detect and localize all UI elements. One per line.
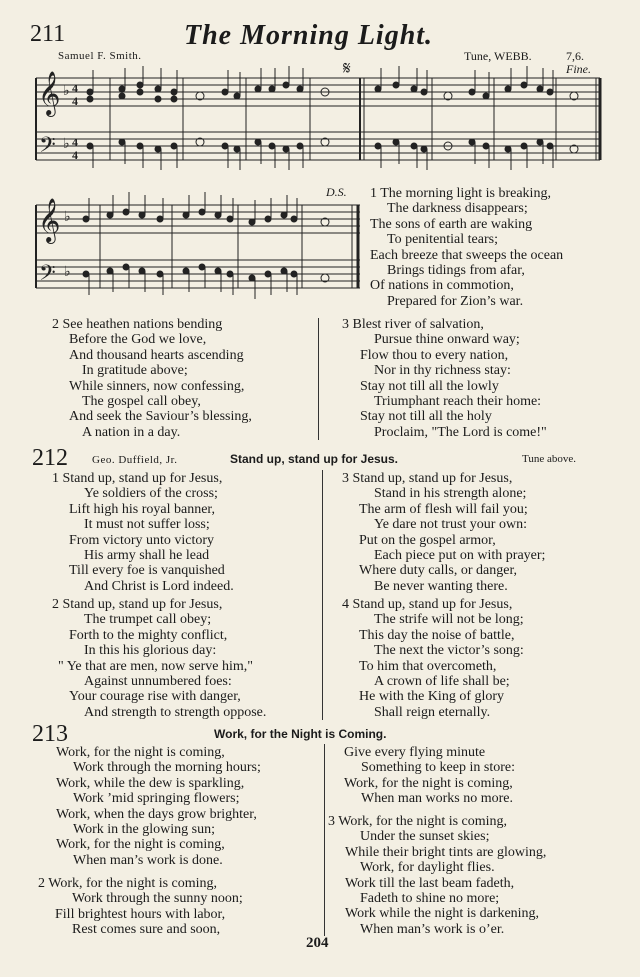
verse-line: Stay not till all the holy	[360, 409, 492, 425]
verse-line: The trumpet call obey;	[84, 612, 212, 628]
notes-2	[83, 209, 330, 283]
verse-line: The strife will not be long;	[374, 612, 524, 628]
verse-line: " Ye that are men, now serve him,"	[58, 658, 253, 674]
verse-line: Give every flying minute	[344, 745, 486, 760]
verse-line: When man’s work is o’er.	[360, 921, 505, 937]
column-divider	[324, 744, 325, 936]
verse-line: Be never wanting there.	[374, 578, 508, 594]
verse-line: Pursue thine onward way;	[374, 332, 520, 348]
hymn-number-211: 211	[30, 21, 66, 47]
verse-line: Your courage rise with danger,	[69, 689, 241, 705]
flat-icon: ♭	[64, 265, 71, 280]
verse-line: Something to keep in store:	[361, 760, 515, 776]
verse-line: Stand in his strength alone;	[374, 486, 527, 502]
hymn-tune-212: Tune above.	[522, 453, 576, 465]
svg-text:4: 4	[72, 81, 78, 95]
segno-icon: 𝄋	[343, 58, 351, 78]
verse-line: Against unnumbered foes:	[84, 674, 232, 690]
verse-line: 2 Stand up, stand up for Jesus,	[52, 597, 223, 612]
verse-line: Work, for the night is coming,	[56, 745, 225, 760]
verse-line: 1 Stand up, stand up for Jesus,	[52, 471, 223, 486]
verse-line: This day the noise of battle,	[359, 627, 515, 643]
verse-line: The arm of flesh will fail you;	[359, 501, 528, 517]
stems-2	[89, 192, 297, 299]
verse-line: Brings tidings from afar,	[387, 263, 525, 279]
verse-line: 2 See heathen nations bending	[52, 317, 223, 332]
verse-line: The next the victor’s song:	[374, 643, 524, 659]
verse-line: 4 Stand up, stand up for Jesus,	[342, 597, 513, 612]
hymn-212-verse-3	[342, 471, 545, 594]
verse-line: Put on the gospel armor,	[359, 532, 496, 548]
svg-text:4: 4	[72, 148, 78, 162]
verse-line: A crown of life shall be;	[374, 674, 510, 690]
verse-line: Prepared for Zion’s war.	[387, 293, 524, 309]
verse-line: He with the King of glory	[359, 689, 505, 705]
flat-icon: ♭	[63, 137, 70, 152]
bass-clef-icon: 𝄢	[39, 133, 56, 162]
clefs-2	[38, 199, 71, 290]
hymn-213-verse-3	[328, 814, 546, 937]
verse-line: The darkness disappears;	[387, 201, 528, 217]
verse-line: Proclaim, "The Lord is come!"	[374, 424, 547, 440]
verse-line: From victory unto victory	[69, 532, 215, 548]
verse-line: Forth to the mighty conflict,	[69, 627, 228, 643]
ds-marking: D.S.	[326, 185, 347, 199]
hymn-title-213: Work, for the Night is Coming.	[214, 727, 387, 741]
verse-line: The sons of earth are waking	[370, 216, 533, 232]
verse-line: And thousand hearts ascending	[69, 347, 244, 363]
verse-line: And Christ is Lord indeed.	[84, 578, 234, 594]
verse-line: While their bright tints are glowing,	[345, 844, 547, 860]
hymn-title-212: Stand up, stand up for Jesus.	[230, 452, 399, 466]
hymn-211-verse-3	[342, 317, 547, 440]
stems-1	[93, 66, 553, 170]
verse-line: Each breeze that sweeps the ocean	[370, 247, 564, 263]
verse-line: Of nations in commotion,	[370, 278, 514, 294]
page-number: 204	[306, 935, 329, 951]
hymn-author-211: Samuel F. Smith.	[58, 50, 142, 62]
verse-line: When man works no more.	[361, 791, 514, 807]
verse-line: Before the God we love,	[69, 332, 207, 348]
hymn-211-verse-2	[52, 317, 252, 440]
verse-line: Work through the sunny noon;	[72, 891, 243, 907]
hymn-213-verse-1-continued	[344, 745, 515, 807]
hymn-meter-211: 7,6.	[566, 49, 584, 63]
verse-line: And seek the Saviour’s blessing,	[69, 409, 252, 425]
bass-clef-icon: 𝄢	[39, 261, 56, 290]
verse-line: When man’s work is done.	[73, 852, 223, 868]
verse-line: 3 Blest river of salvation,	[342, 317, 484, 332]
verse-line: Each piece put on with prayer;	[374, 548, 546, 564]
hymn-tune-211: Tune, WEBB.	[464, 49, 532, 63]
hymn-212-verse-2	[52, 597, 266, 720]
verse-line: Ye soldiers of the cross;	[84, 486, 218, 502]
treble-clef-icon: 𝄞	[38, 200, 61, 242]
verse-line: Work in the glowing sun;	[73, 822, 215, 838]
verse-line: Work through the morning hours;	[73, 760, 261, 776]
verse-line: A nation in a day.	[82, 424, 181, 440]
verse-line: Rest comes sure and soon,	[72, 922, 221, 938]
verse-line: 1 The morning light is breaking,	[370, 186, 551, 201]
treble-clef-icon: 𝄞	[38, 73, 61, 115]
verse-line: Work ’mid springing flowers;	[73, 791, 240, 807]
verse-line: Fill brightest hours with labor,	[55, 906, 226, 922]
verse-line: Triumphant reach their home:	[374, 394, 542, 410]
hymn-213-verse-2	[38, 876, 243, 938]
verse-line: Work, for the night is coming,	[56, 837, 225, 853]
verse-line: It must not suffer loss;	[84, 517, 210, 533]
verse-line: 3 Stand up, stand up for Jesus,	[342, 471, 513, 486]
hymn-number-213: 213	[32, 721, 68, 747]
hymn-211-verse-1	[370, 186, 563, 309]
verse-line: 2 Work, for the night is coming,	[38, 876, 218, 891]
fine-marking: Fine.	[566, 62, 591, 76]
verse-line: To penitential tears;	[387, 232, 498, 248]
verse-line: Work, while the dew is sparkling,	[56, 775, 245, 791]
flat-icon: ♭	[63, 84, 70, 99]
column-divider	[322, 470, 323, 720]
svg-text:4: 4	[72, 135, 78, 149]
verse-line: Work till the last beam fadeth,	[345, 875, 515, 891]
verse-line: And strength to strength oppose.	[84, 704, 267, 720]
verse-line: In this his glorious day:	[84, 643, 217, 659]
hymn-author-212: Geo. Duffield, Jr.	[92, 454, 178, 466]
verse-line: Under the sunset skies;	[360, 829, 490, 845]
verse-line: His army shall he lead	[84, 548, 210, 564]
flat-icon: ♭	[64, 210, 71, 225]
verse-line: Nor in thy richness stay:	[374, 363, 511, 379]
verse-line: Work while the night is darkening,	[345, 906, 540, 922]
hymn-212-verse-1	[52, 471, 234, 594]
verse-line: Flow thou to every nation,	[360, 347, 509, 363]
verse-line: Ye dare not trust your own:	[374, 517, 527, 533]
verse-line: Work, for daylight flies.	[360, 860, 495, 876]
column-divider	[318, 318, 319, 440]
verse-line: Work, when the days grow brighter,	[56, 806, 257, 822]
verse-line: While sinners, now confessing,	[69, 378, 245, 394]
verse-line: The gospel call obey,	[82, 394, 201, 410]
hymn-number-212: 212	[32, 445, 68, 471]
verse-line: Till every foe is vanquished	[69, 563, 225, 579]
verse-line: To him that overcometh,	[359, 658, 497, 674]
hymn-213-verse-1	[56, 745, 261, 868]
bass-staff-1	[36, 132, 600, 160]
hymn-212-verse-4	[342, 597, 524, 720]
verse-line: Where duty calls, or danger,	[359, 563, 518, 579]
verse-line: In gratitude above;	[82, 363, 188, 379]
hymn-title-211: The Morning Light.	[184, 20, 434, 51]
verse-line: Stay not till all the lowly	[360, 378, 499, 394]
verse-line: Lift high his royal banner,	[69, 501, 216, 517]
verse-line: Fadeth to shine no more;	[360, 891, 500, 907]
verse-line: Work, for the night is coming,	[344, 775, 513, 791]
verse-line: 3 Work, for the night is coming,	[328, 814, 508, 829]
svg-text:4: 4	[72, 94, 78, 108]
verse-line: Shall reign eternally.	[374, 704, 491, 720]
